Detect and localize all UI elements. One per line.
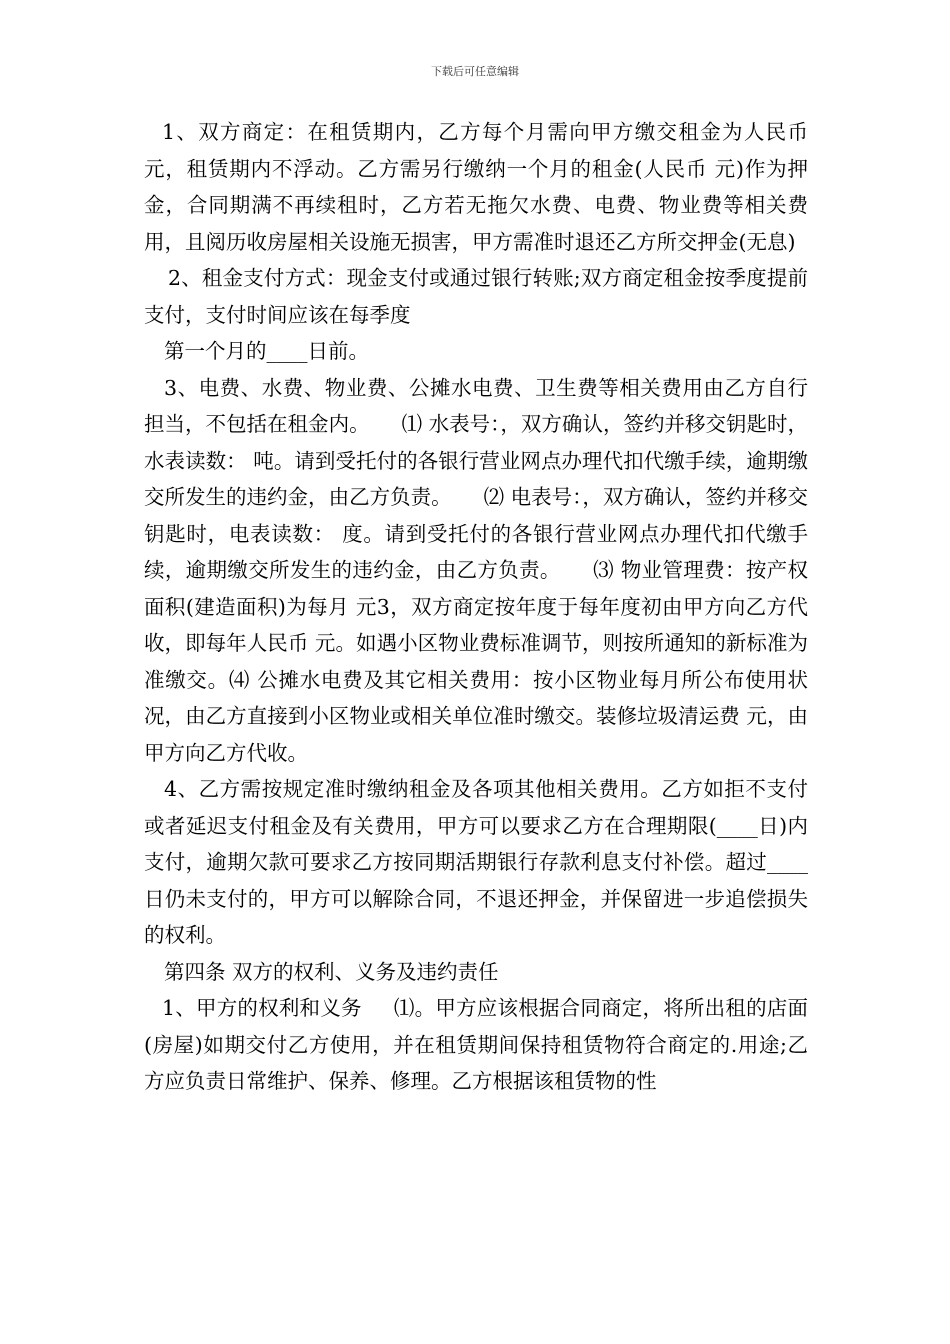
shared-utilities-item: ⑷ 公摊水电费及其它相关费用：按小区物业每月所公布使用状况，由乙方直接到小区物业或相关单位准时缴交。装修垃圾清运费 元，由甲方向乙方代收。 — [144, 667, 809, 765]
clause-utility-fees-paragraph — [144, 370, 808, 772]
clause-late-payment-paragraph: 4、乙方需按规定准时缴纳租金及各项其他相关费用。乙方如拒不支付或者延迟支付租金及有关费用，甲方可以要求乙方在合理期限(____日)内支付，逾期欠款可要求乙方按同期活期银行存款利息支付补偿。超过____日仍未支付的，甲方可以解除合同，不退还押金，并保留进一步追偿损失的权利。 — [144, 777, 808, 947]
lessor-duty-item-1: ⑴。甲方应该根据合同商定，将所出租的店面(房屋)如期交付乙方使用，并在租赁期间保持租赁物符合商定的.用途;乙方应负责日常维护、保养、修理。乙方根据该租赁物的性 — [144, 996, 809, 1093]
document-body — [144, 114, 808, 1100]
article-four-heading: 第四条 双方的权利、义务及违约责任 — [164, 959, 499, 984]
lessor-rights-paragraph — [144, 990, 808, 1100]
property-management-fee-item: ⑶ 物业管理费：按产权面积(建造面积)为每月 元3，双方商定按年度于每年度初由甲方向乙方代收，即每年人民币 元。如遇小区物业费标准调节，则按所通知的新标准为准缴交。 — [144, 558, 808, 692]
clause-payment-deadline-paragraph: 第一个月的____日前。 — [164, 339, 369, 363]
lessor-rights-heading: 1、甲方的权利和义务 — [162, 996, 362, 1020]
water-meter-item: ⑴ 水表号：，双方确认，签约并移交钥匙时，水表读数： 吨。请到受托付的各银行营业网点办理代扣代缴手续，逾期缴交所发生的违约金，由乙方负责。 — [144, 412, 809, 509]
page-header-note: 下载后可任意编辑 — [431, 65, 519, 78]
clause-rent-amount-paragraph: 1、双方商定：在租赁期内，乙方每个月需向甲方缴交租金为人民币 元，租赁期内不浮动。乙方需另行缴纳一个月的租金(人民币 元)作为押金，合同期满不再续租时，乙方若无拖欠水费、电费、物业费等相关费用，且阅历收房屋相关设施无损害，甲方需准时退还乙方所交押金(无息) — [144, 120, 808, 254]
utility-fees-intro: 3、电费、水费、物业费、公摊水电费、卫生费等相关费用由乙方自行担当，不包括在租金内。 — [144, 375, 808, 436]
clause-payment-method-paragraph: 2、租金支付方式：现金支付或通过银行转账;双方商定租金按季度提前支付，支付时间应该在每季度 — [144, 266, 808, 327]
electric-meter-item: ⑵ 电表号：，双方确认，签约并移交钥匙时，电表读数： 度。请到受托付的各银行营业网点办理代扣代缴手续，逾期缴交所发生的违约金，由乙方负责。 — [144, 485, 808, 582]
